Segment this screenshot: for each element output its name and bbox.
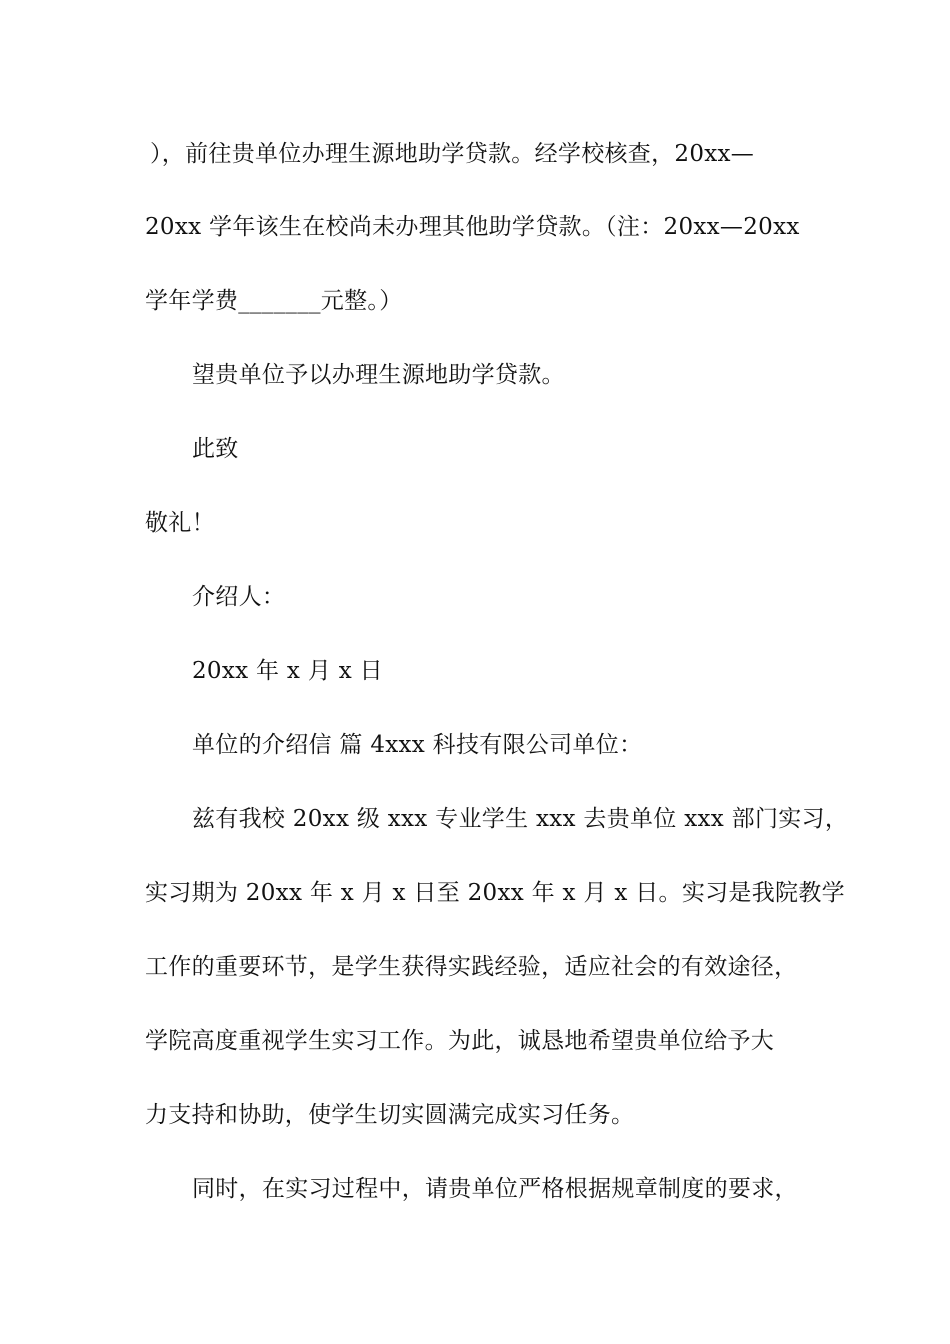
text-line-2: 20xx 学年该生在校尚未办理其他助学贷款。（注：20xx—20xx: [145, 214, 800, 240]
text-line-15: 同时，在实习过程中，请贵单位严格根据规章制度的要求，: [192, 1176, 798, 1202]
text-line-1: ），前往贵单位办理生源地助学贷款。经学校核查，20xx—: [150, 141, 755, 167]
text-line-14: 力支持和协助，使学生切实圆满完成实习任务。: [145, 1102, 635, 1128]
text-line-12: 工作的重要环节，是学生获得实践经验，适应社会的有效途径，: [145, 954, 798, 980]
salutation-line: 此致: [192, 436, 239, 462]
text-line-13: 学院高度重视学生实习工作。为此，诚恳地希望贵单位给予大: [145, 1028, 775, 1054]
closing-line: 敬礼！: [145, 510, 215, 536]
text-line-4: 望贵单位予以办理生源地助学贷款。: [192, 362, 565, 388]
text-line-10: 兹有我校 20xx 级 xxx 专业学生 xxx 去贵单位 xxx 部门实习，: [192, 806, 849, 832]
date-line: 20xx 年 x 月 x 日: [192, 658, 383, 684]
section-heading-line: 单位的介绍信 篇 4xxx 科技有限公司单位：: [192, 732, 643, 758]
text-line-3: 学年学费_______元整。）: [145, 288, 403, 314]
text-line-11: 实习期为 20xx 年 x 月 x 日至 20xx 年 x 月 x 日。实习是我院教学: [145, 880, 845, 906]
introducer-line: 介绍人：: [192, 584, 286, 610]
